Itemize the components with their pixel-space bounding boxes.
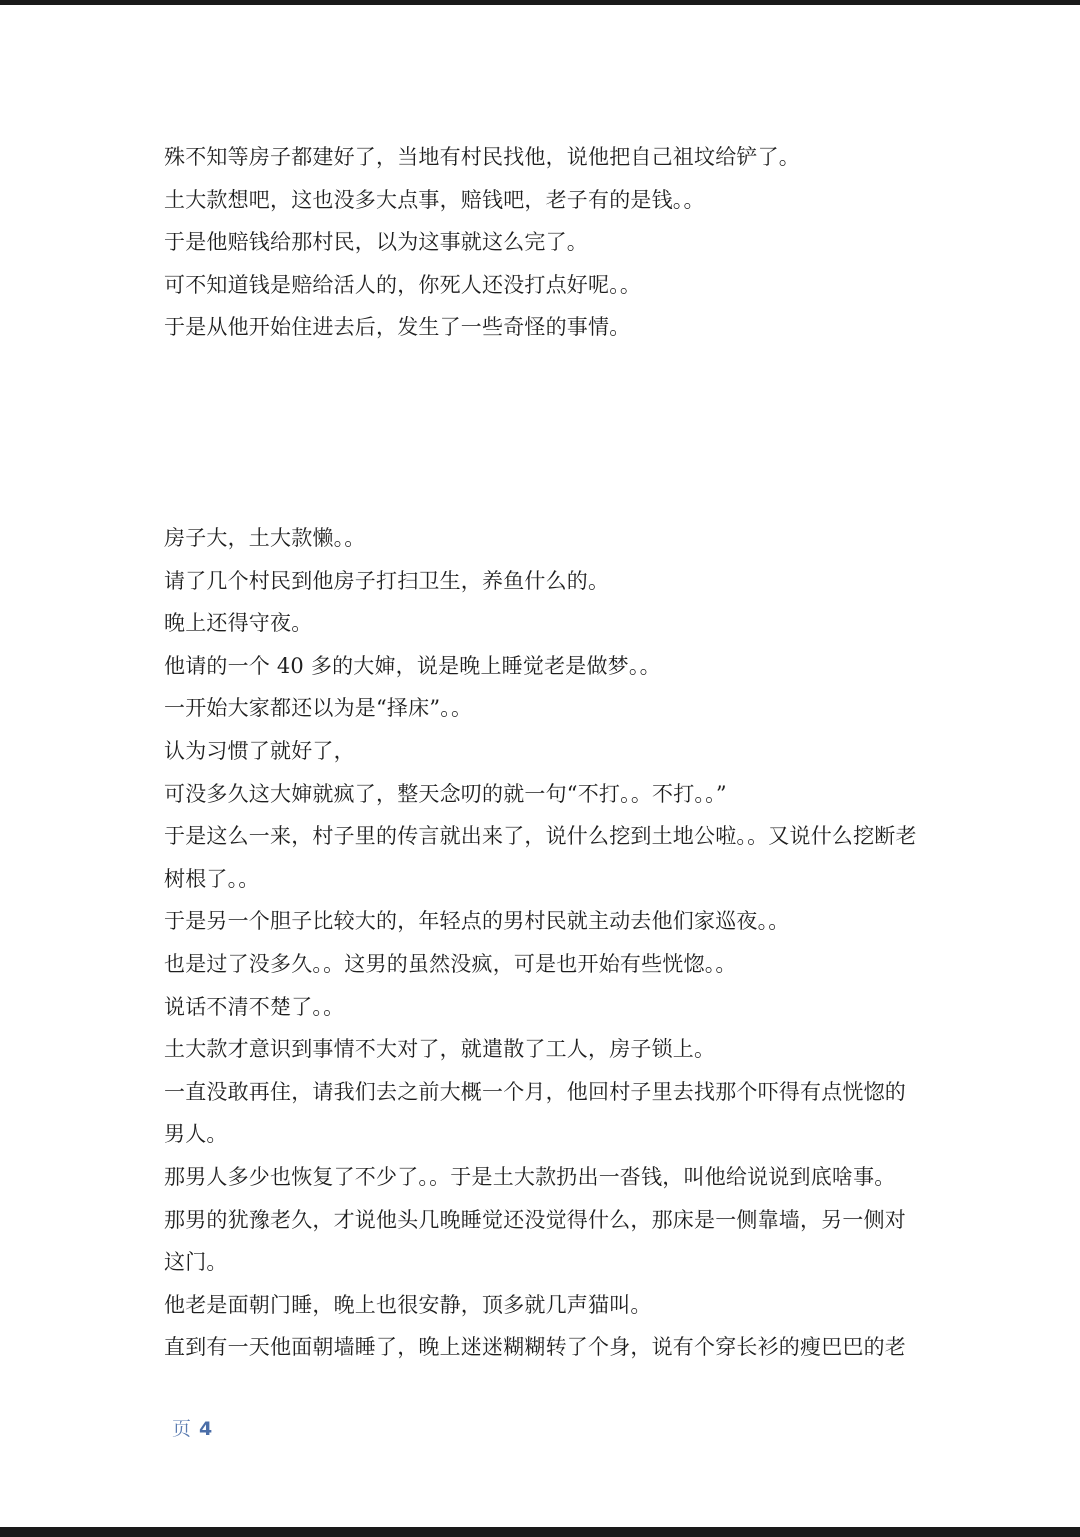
paragraph: 殊不知等房子都建好了，当地有村民找他，说他把自己祖坟给铲了。	[164, 145, 800, 169]
paragraph: 那男人多少也恢复了不少了。。于是土大款扔出一沓钱，叫他给说说到底啥事。	[164, 1164, 896, 1189]
paragraph: 说话不清不楚了。。	[164, 994, 345, 1019]
text-block-1	[164, 136, 924, 349]
paragraph: 那男的犹豫老久，才说他头几晚睡觉还没觉得什么，那床是一侧靠墙，另一侧对这门。	[164, 1207, 906, 1275]
paragraph: 他老是面朝门睡，晚上也很安静，顶多就几声猫叫。	[164, 1292, 652, 1317]
paragraph: 土大款才意识到事情不大对了，就遣散了工人，房子锁上。	[164, 1037, 716, 1062]
paragraph: 直到有一天他面朝墙睡了，晚上迷迷糊糊转了个身，说有个穿长衫的瘦巴巴的老	[164, 1335, 906, 1360]
paragraph: 可没多久这大婶就疯了，整天念叨的就一句“不打。。不打。。”	[164, 781, 727, 806]
page-number: 4	[199, 1418, 213, 1440]
paragraph: 也是过了没多久。。这男的虽然没疯，可是也开始有些恍惚。。	[164, 951, 737, 976]
paragraph: 土大款想吧，这也没多大点事，赔钱吧，老子有的是钱。。	[164, 187, 705, 212]
page-label: 页	[172, 1418, 192, 1440]
paragraph: 他请的一个 40 多的大婶，说是晚上睡觉老是做梦。。	[164, 653, 661, 678]
paragraph: 可不知道钱是赔给活人的，你死人还没打点好呢。。	[164, 272, 642, 297]
paragraph: 于是另一个胆子比较大的，年轻点的男村民就主动去他们家巡夜。。	[164, 909, 790, 934]
paragraph: 于是从他开始住进去后，发生了一些奇怪的事情。	[164, 315, 631, 340]
paragraph: 晚上还得守夜。	[164, 611, 313, 636]
paragraph: 房子大，土大款懒。。	[164, 526, 366, 550]
paragraph: 一开始大家都还以为是“择床”。。	[164, 696, 473, 721]
paragraph: 请了几个村民到他房子打扫卫生，养鱼什么的。	[164, 568, 610, 593]
page-footer	[172, 1414, 212, 1441]
paragraph: 于是他赔钱给那村民，以为这事就这么完了。	[164, 230, 588, 255]
paragraph: 于是这么一来，村子里的传言就出来了，说什么挖到土地公啦。。又说什么挖断老树根了。。	[164, 824, 917, 891]
paragraph: 一直没敢再住，请我们去之前大概一个月，他回村子里去找那个吓得有点恍惚的男人。	[164, 1079, 906, 1147]
text-block-2	[164, 517, 924, 1369]
paragraph: 认为习惯了就好了，	[164, 738, 355, 763]
bottom-edge-bar	[0, 1527, 1080, 1537]
